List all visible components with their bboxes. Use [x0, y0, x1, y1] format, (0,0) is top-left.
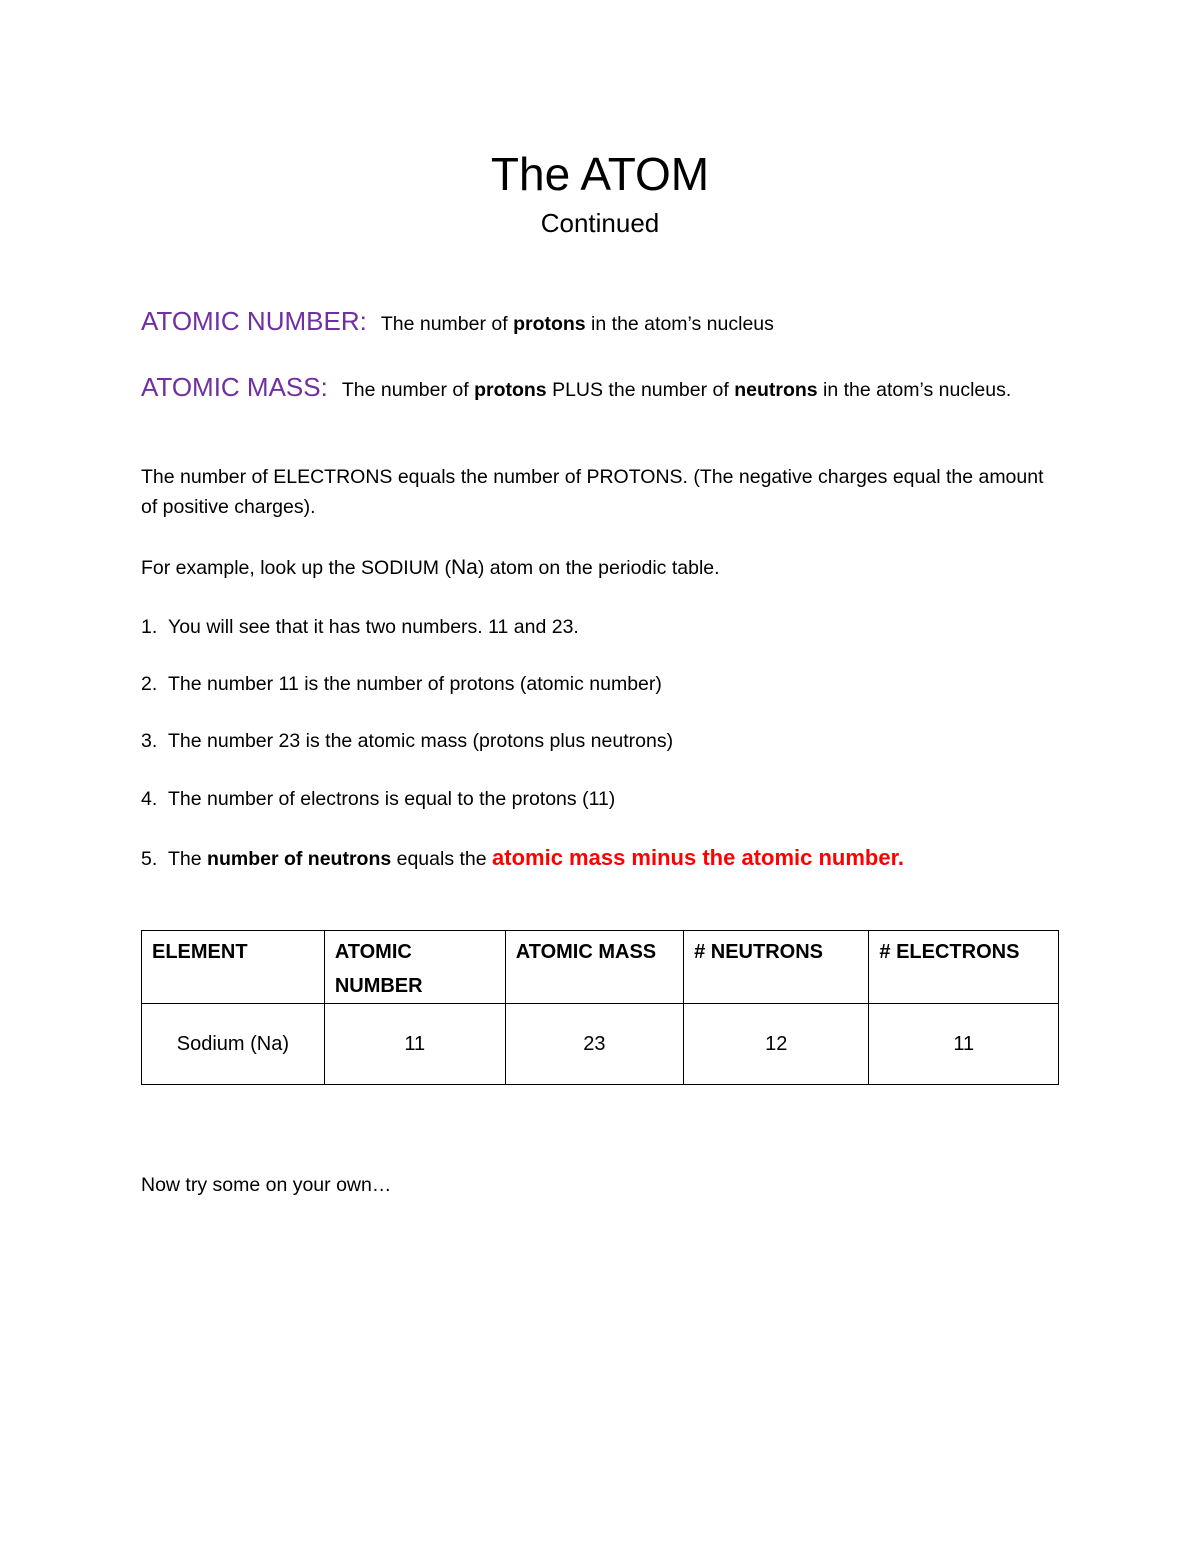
- sodium-symbol: Na: [450, 556, 478, 579]
- table-cell: 23: [505, 1004, 683, 1085]
- table-cell: 12: [684, 1004, 869, 1085]
- closing-text: Now try some on your own…: [141, 1174, 392, 1196]
- definition-text: The number of: [380, 313, 514, 335]
- atomic-number-term: ATOMIC NUMBER:: [141, 306, 367, 336]
- table-header: ATOMIC MASS: [505, 931, 683, 1004]
- electrons-note: The number of ELECTRONS equals the number of PROTONS. (The negative charges equal the amount of positive charges).: [141, 466, 1044, 518]
- table-header: # NEUTRONS: [684, 931, 869, 1004]
- definition-bold: protons: [474, 379, 547, 401]
- step-bold: number of neutrons: [207, 848, 392, 870]
- definition-text: in the atom’s nucleus.: [817, 379, 1012, 401]
- table-cell: 11: [324, 1004, 505, 1085]
- table-cell: 11: [869, 1004, 1059, 1085]
- table-header-row: [142, 931, 1059, 1004]
- definition-text: PLUS the number of: [546, 379, 735, 401]
- example-text: ) atom on the periodic table.: [477, 557, 720, 579]
- step-5: [141, 843, 1051, 874]
- step-2: [141, 669, 1051, 699]
- step-text: equals the: [391, 848, 493, 870]
- step-4: [141, 784, 1051, 814]
- step-number: 5.: [141, 848, 158, 870]
- step-text: You will see that it has two numbers. 11 and 23.: [168, 616, 579, 638]
- step-text: The: [168, 848, 208, 870]
- example-intro: [141, 553, 1051, 583]
- step-number: 1.: [141, 616, 158, 638]
- definition-bold: protons: [513, 313, 586, 335]
- atomic-mass-definition: [141, 372, 1051, 405]
- step-3: [141, 726, 1051, 756]
- table-header: ELEMENT: [142, 931, 325, 1004]
- page-title: The ATOM: [490, 148, 710, 200]
- atomic-mass-term: ATOMIC MASS:: [141, 372, 328, 402]
- atomic-number-definition: [141, 306, 1051, 339]
- step-number: 4.: [141, 788, 158, 810]
- example-text: For example, look up the SODIUM (: [141, 557, 451, 579]
- step-text: The number 11 is the number of protons (atomic number): [168, 673, 662, 695]
- table-header: # ELECTRONS: [869, 931, 1059, 1004]
- definition-text: The number of: [341, 379, 475, 401]
- table-row: [142, 1004, 1059, 1085]
- step-number: 2.: [141, 673, 158, 695]
- element-table: [141, 930, 1059, 1085]
- table-cell: Sodium (Na): [142, 1004, 325, 1085]
- definition-text: in the atom’s nucleus: [585, 313, 774, 335]
- definition-bold: neutrons: [734, 379, 818, 401]
- table-header: ATOMIC NUMBER: [324, 931, 505, 1004]
- step-text: The number of electrons is equal to the protons (11): [168, 788, 616, 810]
- step-1: [141, 612, 1051, 642]
- step-number: 3.: [141, 730, 158, 752]
- step-highlight: atomic mass minus the atomic number.: [492, 845, 905, 870]
- step-text: The number 23 is the atomic mass (protons plus neutrons): [168, 730, 674, 752]
- page-subtitle: Continued: [540, 208, 660, 238]
